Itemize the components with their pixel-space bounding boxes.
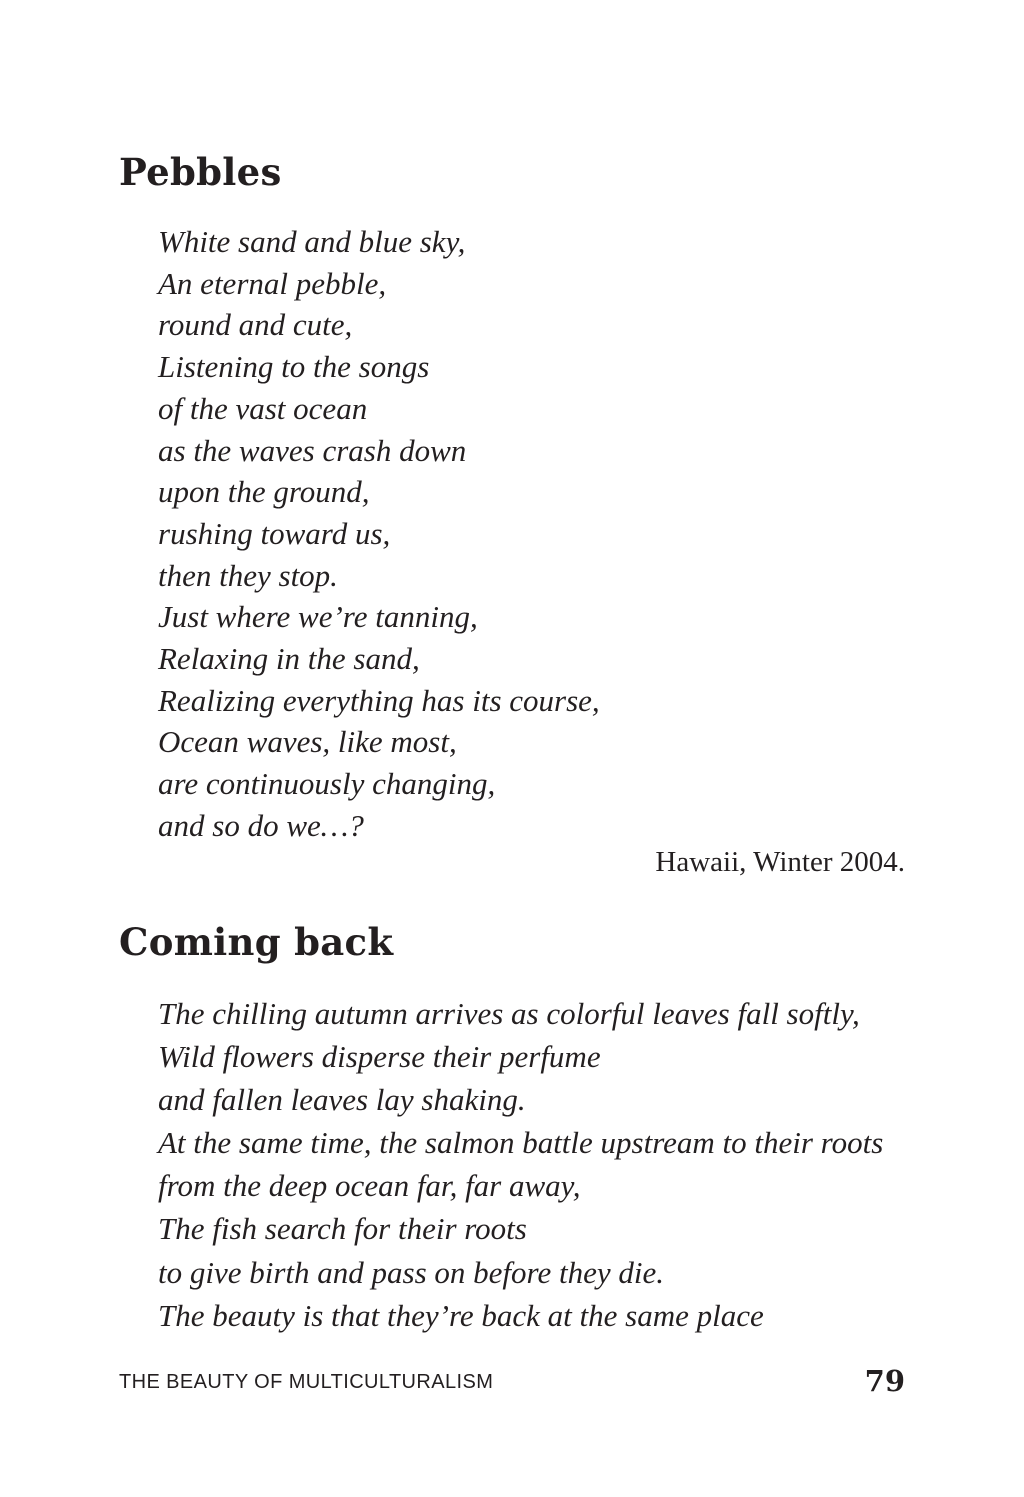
poem-line: are continuously changing, <box>158 766 496 802</box>
poem-signature: Hawaii, Winter 2004. <box>655 846 905 878</box>
poem-line: rushing toward us, <box>158 515 391 551</box>
page-number: 79 <box>864 1364 905 1398</box>
poem-line: Relaxing in the sand, <box>158 641 420 677</box>
poem-line: of the vast ocean <box>158 390 368 426</box>
poem-line: then they stop. <box>158 557 338 593</box>
poem-line: Listening to the songs <box>158 349 430 385</box>
poem-line: from the deep ocean far, far away, <box>158 1168 581 1204</box>
poem-line: The chilling autumn arrives as colorful leaves fall softly, <box>158 996 860 1031</box>
poem-line: Ocean waves, like most, <box>158 724 457 760</box>
poem-line: round and cute, <box>158 307 353 343</box>
poem-line: White sand and blue sky, <box>158 224 466 259</box>
poem-line: and so do we…? <box>158 807 364 843</box>
poem-body-coming-back <box>158 992 883 1337</box>
running-footer-book-title: THE BEAUTY OF MULTICULTURALISM <box>119 1371 494 1393</box>
poem-line: upon the ground, <box>158 474 370 510</box>
poem-line: The beauty is that they’re back at the same place <box>158 1297 764 1333</box>
poem-body-pebbles <box>158 221 600 847</box>
poem-line: as the waves crash down <box>158 432 467 468</box>
poem-title-coming-back: Coming back <box>119 920 394 964</box>
poem-line: and fallen leaves lay shaking. <box>158 1082 526 1118</box>
poem-line: to give birth and pass on before they die. <box>158 1254 664 1290</box>
poem-line: At the same time, the salmon battle upstream to their roots <box>158 1125 884 1161</box>
poem-line: Realizing everything has its course, <box>158 682 600 718</box>
poem-title-pebbles: Pebbles <box>119 150 282 194</box>
poem-line: The fish search for their roots <box>158 1211 527 1247</box>
poem-line: Wild flowers disperse their perfume <box>158 1039 601 1075</box>
poem-line: Just where we’re tanning, <box>158 599 478 635</box>
poem-line: An eternal pebble, <box>158 265 387 301</box>
